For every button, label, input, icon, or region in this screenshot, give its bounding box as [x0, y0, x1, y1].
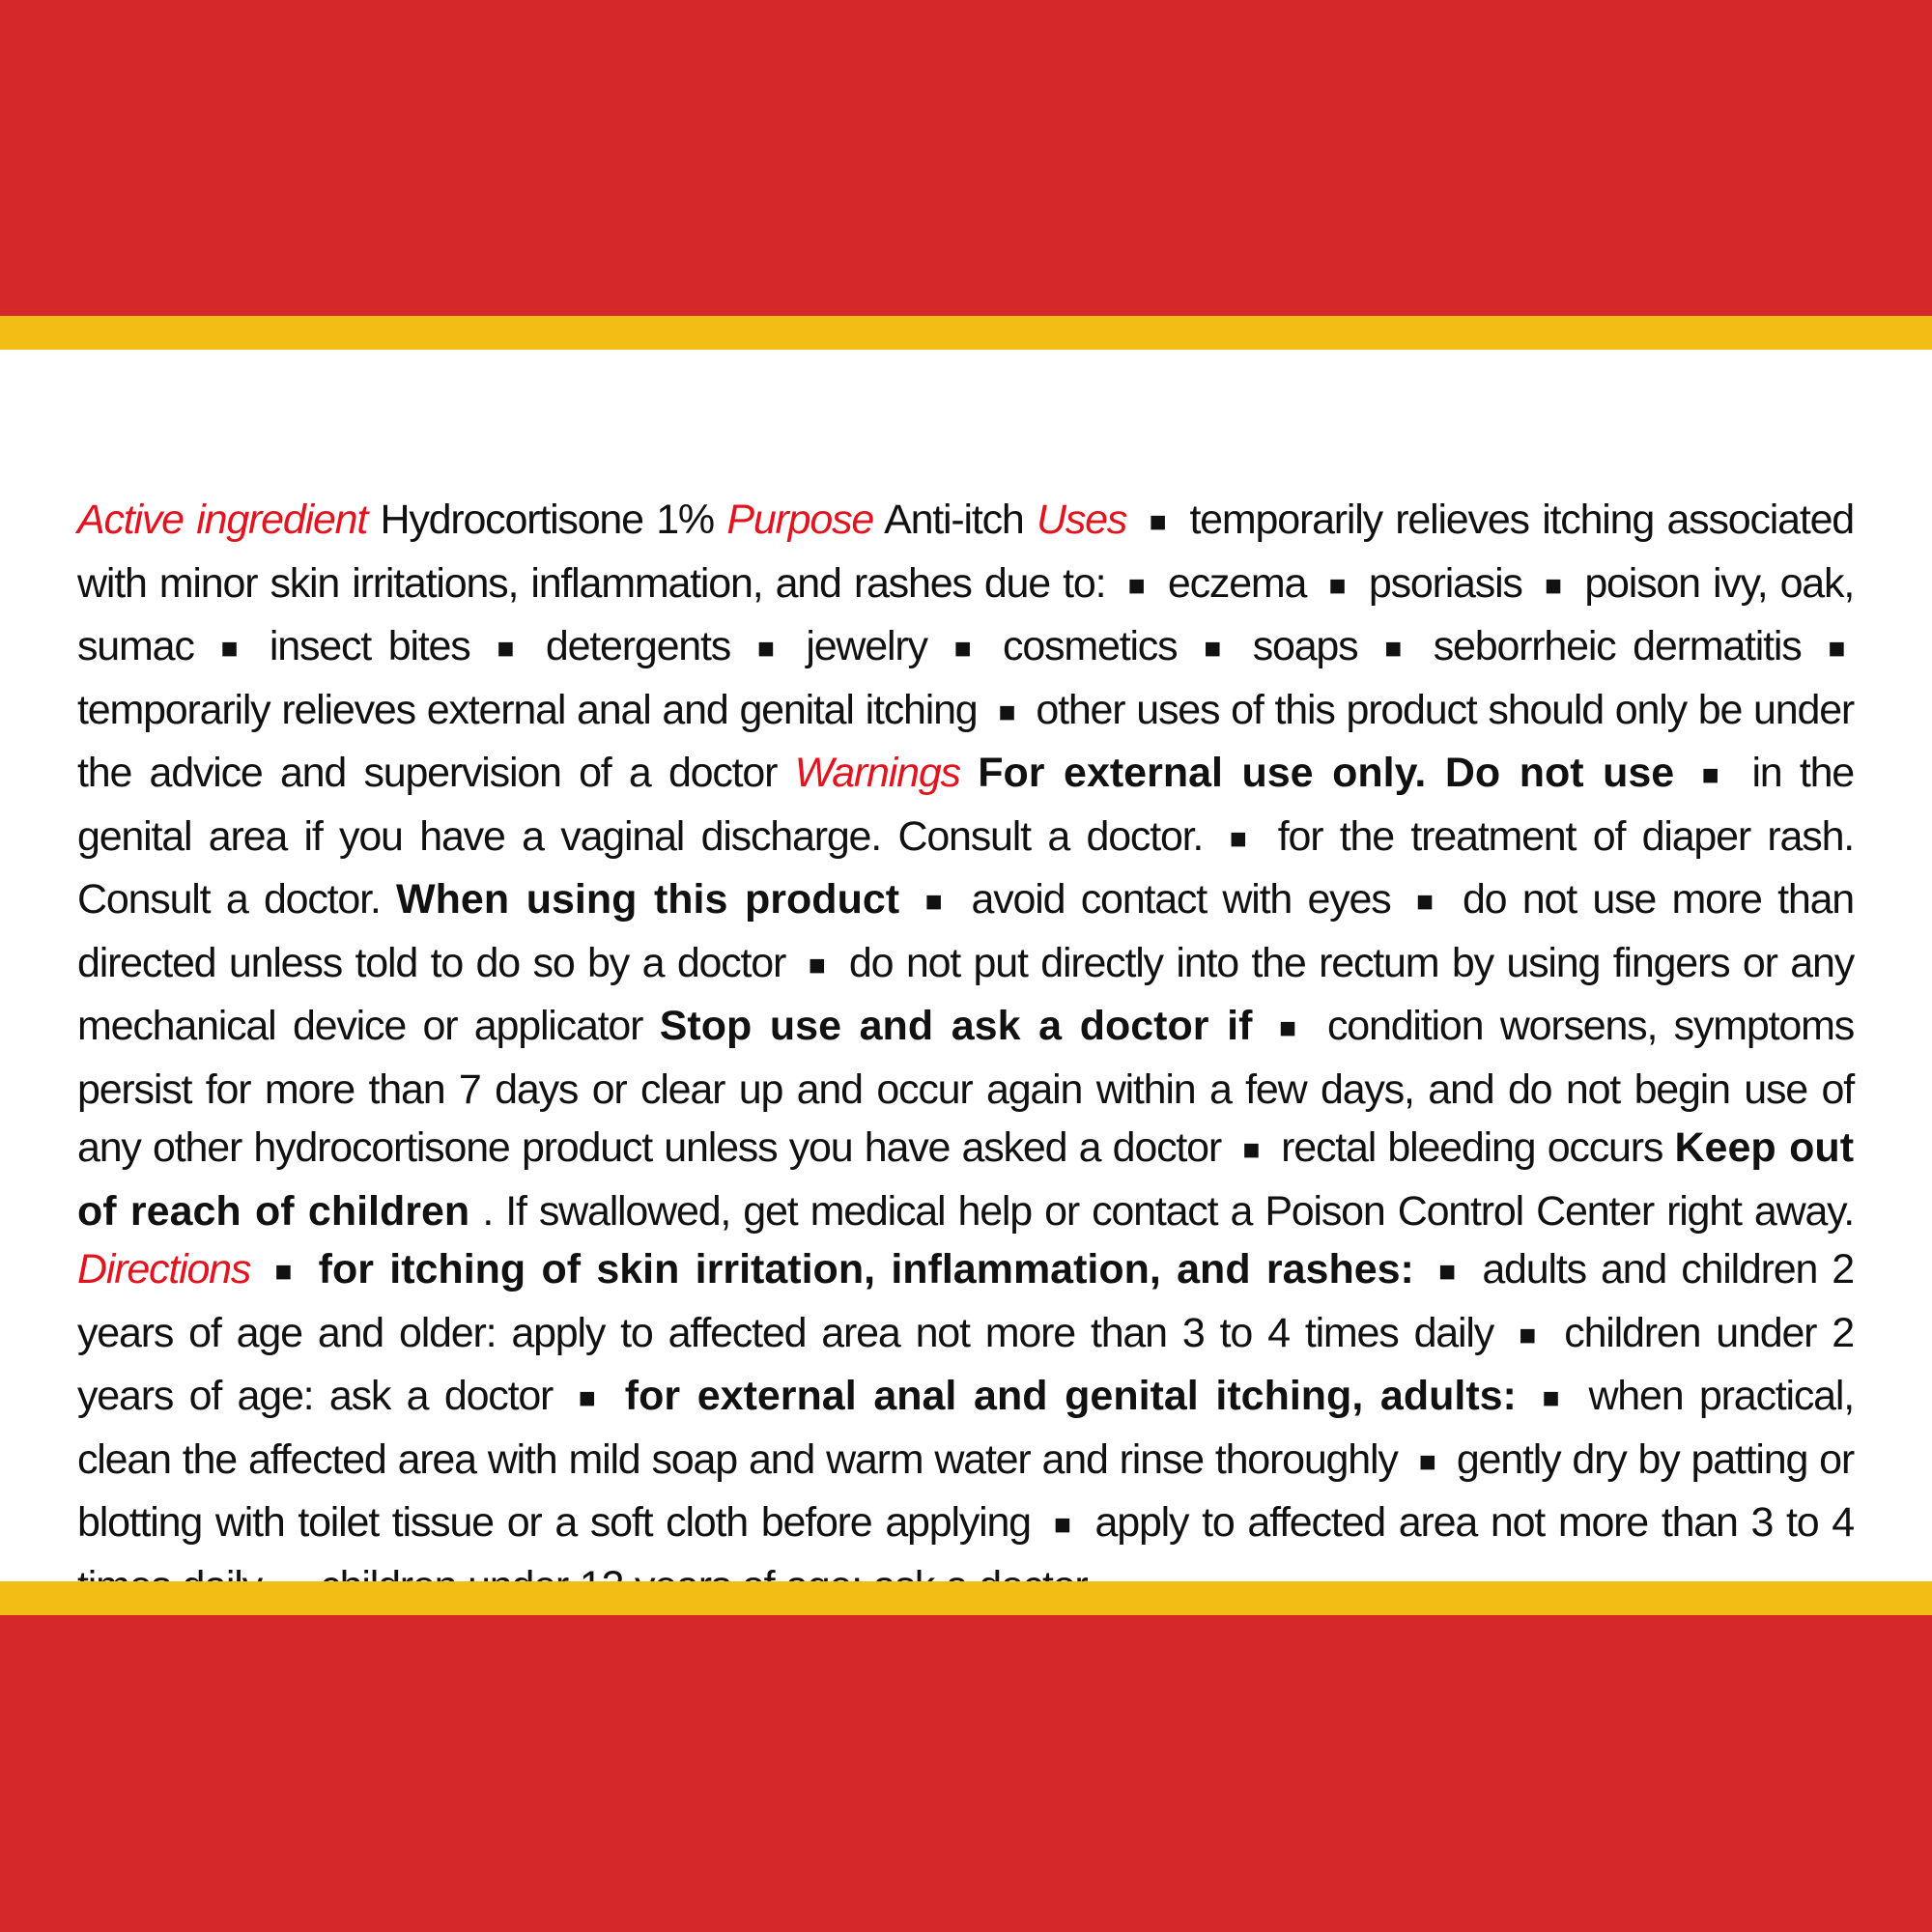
body-text: when practical, clean the affected area with mild soap and warm water and rinse thoroughly: [77, 1373, 1854, 1483]
body-text: soaps: [1252, 623, 1358, 669]
bullet-square-icon: ■: [497, 633, 520, 665]
body-text: detergents: [545, 623, 731, 669]
bold-text: for external anal and genital itching, adults:: [624, 1373, 1517, 1419]
bullet-square-icon: ■: [1544, 569, 1563, 602]
bullet-square-icon: ■: [924, 886, 947, 918]
bullet-square-icon: ■: [220, 633, 243, 665]
body-text: in the genital area if you have a vaginal discharge. Consult a doctor.: [77, 750, 1855, 860]
section-heading: Directions: [77, 1246, 251, 1293]
top-yellow-stripe: [0, 316, 1932, 350]
bullet-square-icon: ■: [998, 696, 1015, 728]
body-text: seborrheic dermatitis: [1433, 623, 1802, 669]
bold-text: Stop use and ask a doctor if: [659, 1003, 1253, 1049]
body-text: do not use more than directed unless told to do so by a doctor: [77, 876, 1854, 986]
body-text: condition worsens, symptoms persist for more than 7 days or clear up and occur again within a few days, and do not begin use of any other hydrocortisone product unless you have asked a doctor: [77, 1003, 1855, 1171]
body-text: apply to affected area not more than 3 to 4: [1094, 1499, 1855, 1546]
bullet-square-icon: ■: [1229, 822, 1252, 855]
bold-text: When using this product: [396, 876, 900, 923]
bullet-square-icon: ■: [1204, 633, 1226, 665]
body-text: temporarily relieves itching associated with minor skin irritations, inflammation, and rashes due to:: [77, 497, 1855, 607]
bullet-square-icon: ■: [1415, 886, 1437, 918]
bullet-square-icon: ■: [578, 1382, 600, 1414]
bullet-square-icon: ■: [1519, 1319, 1540, 1351]
bullet-square-icon: ■: [1418, 1445, 1435, 1478]
body-text: do not put directly into the rectum by using fingers or any mechanical device or applicator: [77, 939, 1855, 1049]
body-text: psoriasis: [1368, 559, 1535, 607]
bullet-square-icon: ■: [274, 1256, 295, 1288]
bullet-square-icon: ■: [808, 949, 827, 981]
body-text: poison ivy, oak, sumac: [77, 559, 1855, 669]
bullet-square-icon: ■: [1542, 1382, 1563, 1414]
bold-text: for itching of skin irritation, inflammation, and rashes:: [318, 1246, 1414, 1293]
body-text: children under 2 years of age: ask a doctor: [77, 1309, 1855, 1419]
bullet-square-icon: ■: [1828, 633, 1845, 665]
drug-facts-text: [77, 491, 1854, 1620]
bottom-red-band: [0, 1615, 1932, 1932]
bullet-square-icon: ■: [756, 633, 780, 665]
body-text: . If swallowed, get medical help or contact a Poison Control Center right away.: [482, 1187, 1855, 1235]
body-text: gently dry by patting or blotting with toilet tissue or a soft cloth before applying: [77, 1435, 1855, 1546]
bullet-square-icon: ■: [1053, 1509, 1072, 1541]
body-text: avoid contact with eyes: [971, 876, 1391, 923]
body-text: for the treatment of diaper rash. Consult a doctor.: [77, 812, 1855, 923]
body-text: other uses of this product should only be under the advice and supervision of a doctor: [77, 686, 1855, 796]
section-heading: Warnings: [794, 750, 960, 796]
body-text: jewelry: [806, 623, 927, 669]
bold-text: For external use only. Do not use: [978, 750, 1675, 796]
body-text: eczema: [1167, 559, 1320, 607]
body-text: insect bites: [269, 623, 470, 669]
body-text: adults and children 2 years of age and older: apply to affected area not more than 3 to 4 times daily: [77, 1246, 1854, 1356]
top-red-band: [0, 0, 1932, 316]
bullet-square-icon: ■: [1437, 1256, 1459, 1288]
bullet-square-icon: ■: [1242, 1134, 1260, 1166]
bullet-square-icon: ■: [1127, 569, 1146, 602]
body-text: Anti-itch: [884, 497, 1037, 543]
bullet-square-icon: ■: [1384, 633, 1407, 665]
bullet-square-icon: ■: [1149, 506, 1168, 538]
bullet-square-icon: ■: [1328, 569, 1347, 602]
body-text: temporarily relieves external anal and genital itching: [77, 686, 978, 733]
section-heading: Uses: [1037, 497, 1127, 543]
body-text: Hydrocortisone 1%: [380, 497, 727, 543]
body-text: cosmetics: [1003, 623, 1178, 669]
section-heading: Purpose: [726, 497, 874, 543]
bullet-square-icon: ■: [1278, 1012, 1301, 1044]
section-heading: Active ingredient: [77, 497, 368, 543]
body-text: rectal bleeding occurs: [1281, 1124, 1675, 1171]
bold-text: Keep out of reach of children: [77, 1124, 1855, 1235]
bottom-yellow-stripe: [0, 1581, 1932, 1615]
bullet-square-icon: ■: [1701, 759, 1725, 791]
bullet-square-icon: ■: [953, 633, 977, 665]
